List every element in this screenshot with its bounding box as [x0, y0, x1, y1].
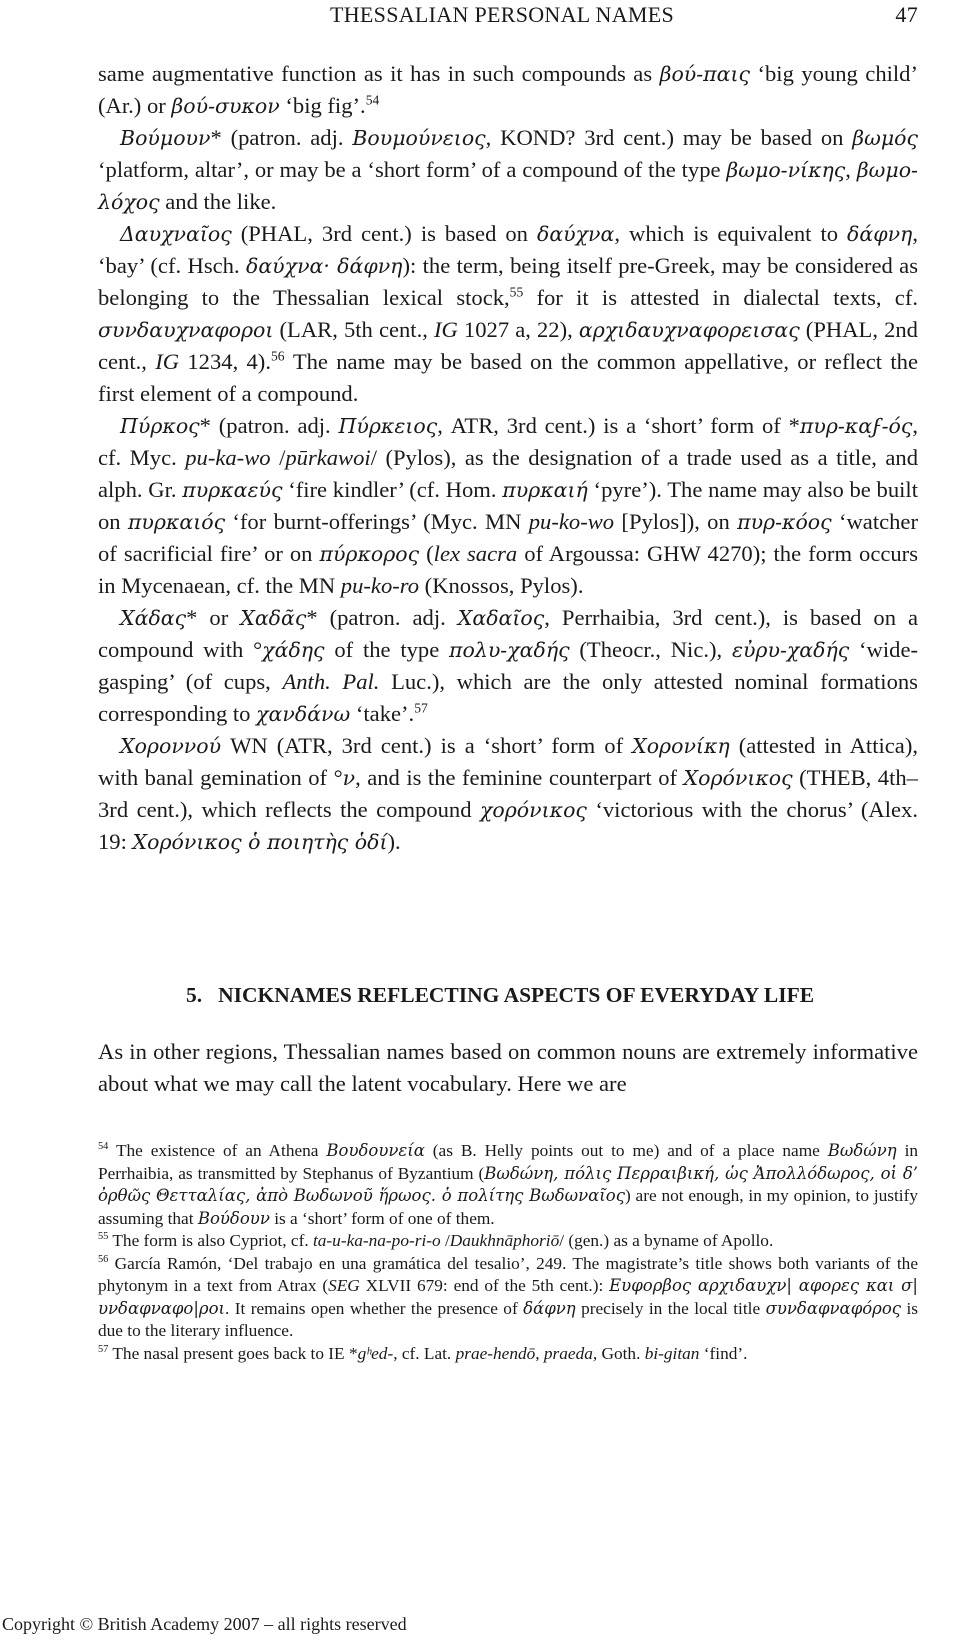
text-run: , which is equivalent to	[614, 221, 848, 246]
greek-term: Χορονίκη	[632, 734, 730, 758]
text-run: The name may be based on the common appellative, or reflect the first element of a compound.	[98, 349, 918, 406]
text-run: ‘find’.	[699, 1343, 748, 1363]
footnote-ref[interactable]: 54	[365, 92, 380, 108]
text-run: ,	[535, 1343, 544, 1363]
text-run: precisely in the local title	[575, 1298, 766, 1318]
text-run: for it is attested in dialectal texts, cf.	[523, 285, 918, 310]
greek-term: πυρ-καϝ-ός	[799, 414, 913, 438]
paragraph	[98, 730, 918, 858]
paragraph	[98, 218, 918, 410]
greek-term: εὐρυ-χαδής	[731, 638, 850, 662]
copyright-notice: Copyright © British Academy 2007 – all rights reserved	[2, 1614, 407, 1634]
text-run: García Ramón, ‘Del trabajo en una gramática del tesalio’, 249. The magistrate’s title shows both variants of the phytonym in a text from Atrax (	[98, 1253, 918, 1295]
greek-term: δαύχνα	[536, 222, 615, 246]
text-run: 1234, 4).	[179, 349, 271, 374]
text-run: The existence of an Athena	[108, 1141, 327, 1160]
page-header	[98, 0, 918, 30]
footnote-ref[interactable]: 57	[414, 700, 428, 716]
italic-term: IG	[433, 317, 458, 342]
text-run: ).	[387, 829, 401, 854]
section-paragraph: As in other regions, Thessalian names based on common nouns are extremely informative about what we may call the latent vocabulary. Here we are	[98, 1039, 918, 1096]
greek-term: ν	[342, 766, 356, 790]
greek-term: Δαυχναῖος	[120, 222, 232, 246]
italic-term: SEG	[328, 1276, 360, 1295]
section-number: 5.	[185, 983, 203, 1007]
greek-term: δάφνη	[523, 1298, 576, 1318]
italic-term: ta-u-ka-na-po-ri-o	[312, 1231, 441, 1250]
text-run: , KOND? 3rd cent.) may be based on	[485, 125, 853, 150]
italic-term: pu-ko-wo	[528, 509, 615, 534]
greek-term: δάφνη	[847, 222, 913, 246]
greek-term: πυρ-κόος	[737, 510, 832, 534]
italic-term: gʰed-	[357, 1343, 394, 1363]
greek-term: πολυ-χαδής	[449, 638, 570, 662]
italic-term: pu-ko-ro	[340, 573, 420, 598]
footnote	[98, 1253, 918, 1343]
text-run: , ATR, 3rd cent.) is a ‘short’ form of *	[437, 413, 800, 438]
text-run: The nasal present goes back to IE *	[108, 1343, 358, 1363]
text-run: * (patron. adj.	[210, 125, 353, 150]
footnote-number: 54	[98, 1141, 109, 1153]
text-run: in Perrhaibia, as transmitted by Stephanus of Byzantium (	[98, 1141, 919, 1183]
italic-term: bi-gitan	[644, 1343, 700, 1363]
footnote-ref[interactable]: 55	[509, 284, 524, 300]
text-run: /	[270, 445, 286, 470]
section-title: NICKNAMES REFLECTING ASPECTS OF EVERYDAY LIFE	[218, 983, 815, 1007]
greek-term: βωμο-λόχος	[98, 158, 918, 214]
greek-term: χορόνικος	[479, 798, 587, 822]
greek-term: Βωδώνη	[827, 1141, 897, 1160]
text-run: , ‘bay’ (cf. Hsch.	[98, 221, 918, 278]
italic-term: prae-hendō	[455, 1343, 536, 1363]
running-title: THESSALIAN PERSONAL NAMES	[330, 2, 675, 27]
text-run: , Perrhaibia, 3rd cent.), is based on a compound with °	[98, 605, 919, 662]
greek-term: χανδάνω	[256, 702, 351, 726]
paragraph	[98, 58, 918, 122]
text-run: ‘take’.	[350, 701, 415, 726]
italic-term: pūrkawoi	[285, 445, 371, 470]
text-run: ‘for burnt-offerings’ (Myc. MN	[225, 509, 529, 534]
greek-term: βωμο-νίκης	[726, 158, 846, 182]
greek-term: Χαδᾶς	[240, 606, 307, 630]
paragraph	[98, 122, 918, 218]
text-run: , and is the feminine counterpart of	[355, 765, 684, 790]
text-run: /	[440, 1231, 450, 1250]
footnote-number: 56	[98, 1253, 109, 1265]
greek-term: πύρκορος	[319, 542, 420, 566]
text-run: / (gen.) as a byname of Apollo.	[559, 1231, 774, 1250]
text-run: (PHAL, 2nd cent.,	[98, 317, 918, 374]
greek-term: Βούμουν	[120, 126, 211, 150]
greek-term: Βουμούνειος	[352, 126, 486, 150]
greek-term: Χορόνικος	[683, 766, 793, 790]
text-run: ‘big young child’ (Ar.) or	[98, 61, 918, 118]
text-run: same augmentative function as it has in such compounds as	[98, 61, 660, 86]
greek-term: συνδαυχναφοροι	[98, 318, 274, 342]
text-run: ,	[845, 157, 857, 182]
greek-term: πυρκαιός	[127, 510, 226, 534]
text-run: 1027 a, 22),	[457, 317, 579, 342]
italic-term: pu-ka-wo	[185, 445, 271, 470]
footnote	[98, 1343, 918, 1366]
text-run: . It remains open whether the presence of	[225, 1298, 524, 1318]
footnote	[98, 1230, 918, 1253]
text-run: ‘watcher of sacrificial fire’ or on	[98, 509, 918, 566]
greek-term: βού-συκον	[171, 94, 280, 118]
text-run: / (Pylos), as the designation of a trade used as a title, and alph. Gr.	[98, 445, 918, 502]
text-run: Luc.), which are the only attested nominal formations corresponding to	[98, 669, 918, 726]
text-run: ): the term, being itself pre-Greek, may be considered as belonging to the Thessalian lexical stock,	[98, 253, 918, 310]
italic-term: lex sacra	[433, 541, 518, 566]
text-run: ‘victorious with the chorus’ (Alex. 19:	[98, 797, 918, 854]
italic-term: IG	[155, 349, 180, 374]
text-run: XLVII 679: end of the 5th cent.):	[359, 1276, 610, 1295]
greek-term: πυρκαεύς	[182, 478, 283, 502]
greek-term: Χοροννού	[120, 734, 222, 758]
text-run: (PHAL, 3rd cent.) is based on	[231, 221, 537, 246]
greek-term: Βουδουνεία	[326, 1141, 425, 1160]
greek-quote: Ευφορβος αρχιδαυχν| αφορες και σ|υνδαφναφο|ροι	[98, 1276, 918, 1318]
paragraph	[98, 602, 918, 730]
greek-term: βωμός	[852, 126, 918, 150]
italic-term: Daukhnāphoriō	[449, 1231, 560, 1250]
greek-term: χάδης	[262, 638, 325, 662]
text-run: is due to the literary influence.	[98, 1298, 919, 1340]
text-run: ‘fire kindler’ (cf. Hom.	[282, 477, 503, 502]
text-run: ‘platform, altar’, or may be a ‘short form’ of a compound of the type	[98, 157, 727, 182]
text-run: , Goth.	[592, 1343, 645, 1363]
greek-term: αρχιδαυχναφορεισας	[578, 318, 800, 342]
text-run: , cf. Lat.	[393, 1343, 456, 1363]
footnotes	[98, 1140, 918, 1365]
text-run: (Knossos, Pylos).	[419, 573, 584, 598]
text-run: of the type	[324, 637, 450, 662]
text-run: * or	[186, 605, 241, 630]
footnote-number: 57	[98, 1343, 109, 1355]
greek-term: Βούδουν	[197, 1208, 270, 1228]
body-text	[98, 58, 918, 858]
text-run: (as B. Helly points out to me) and of a place name	[424, 1141, 828, 1160]
greek-term: Χορόνικος ὁ ποιητὴς ὁδί	[132, 830, 388, 854]
text-run: WN (ATR, 3rd cent.) is a ‘short’ form of	[221, 733, 633, 758]
footnote-ref[interactable]: 56	[270, 348, 285, 364]
greek-quote: Βωδώνη, πόλις Περραιβική, ὡς Ἀπολλόδωρος, οἱ δ’ ὀρθῶς Θετταλίας, ἀπὸ Βωδωνοῦ ἥρωος. ὁ πολίτης Βωδωναῖος	[98, 1163, 919, 1205]
text-run: (LAR, 5th cent.,	[273, 317, 434, 342]
text-run: * (patron. adj.	[306, 605, 458, 630]
section-heading	[98, 980, 918, 1010]
text-run: (	[419, 541, 434, 566]
page-number: 47	[895, 2, 918, 27]
footnote	[98, 1140, 918, 1230]
footnote-number: 55	[98, 1231, 109, 1243]
greek-term: Πύρκος	[120, 414, 200, 438]
text-run: (attested in Attica), with banal gemination of °	[98, 733, 918, 790]
italic-term: Anth. Pal.	[282, 669, 380, 694]
greek-term: Πύρκειος	[338, 414, 438, 438]
paragraph	[98, 410, 918, 602]
text-run: The form is also Cypriot, cf.	[108, 1231, 313, 1250]
greek-term: συνδαφναφόρος	[765, 1298, 902, 1318]
text-run: [Pylos]), on	[614, 509, 738, 534]
text-run: (Theocr., Nic.),	[569, 637, 732, 662]
italic-term: praeda	[543, 1343, 593, 1363]
text-run: ) are not enough, in my opinion, to justify assuming that	[98, 1186, 918, 1228]
text-run: ‘big fig’.	[279, 93, 366, 118]
text-run: of Argoussa: GHW 4270); the form occurs in Mycenaean, cf. the MN	[98, 541, 918, 598]
greek-term: βού-παις	[659, 62, 751, 86]
greek-term: Χαδαῖος	[457, 606, 545, 630]
text-run: is a ‘short’ form of one of them.	[269, 1208, 495, 1228]
text-run: ‘pyre’). The name may also be built on	[98, 477, 918, 534]
greek-term: πυρκαιή	[502, 478, 588, 502]
text-run: , cf. Myc.	[98, 413, 918, 470]
text-run: (THEB, 4th–3rd cent.), which reflects the compound	[98, 765, 918, 822]
greek-term: δαύχνα· δάφνη	[246, 254, 403, 278]
text-run: and the like.	[159, 189, 277, 214]
text-run: ‘wide-gasping’ (of cups,	[98, 637, 919, 694]
text-run: * (patron. adj.	[199, 413, 339, 438]
greek-term: Χάδας	[120, 606, 187, 630]
